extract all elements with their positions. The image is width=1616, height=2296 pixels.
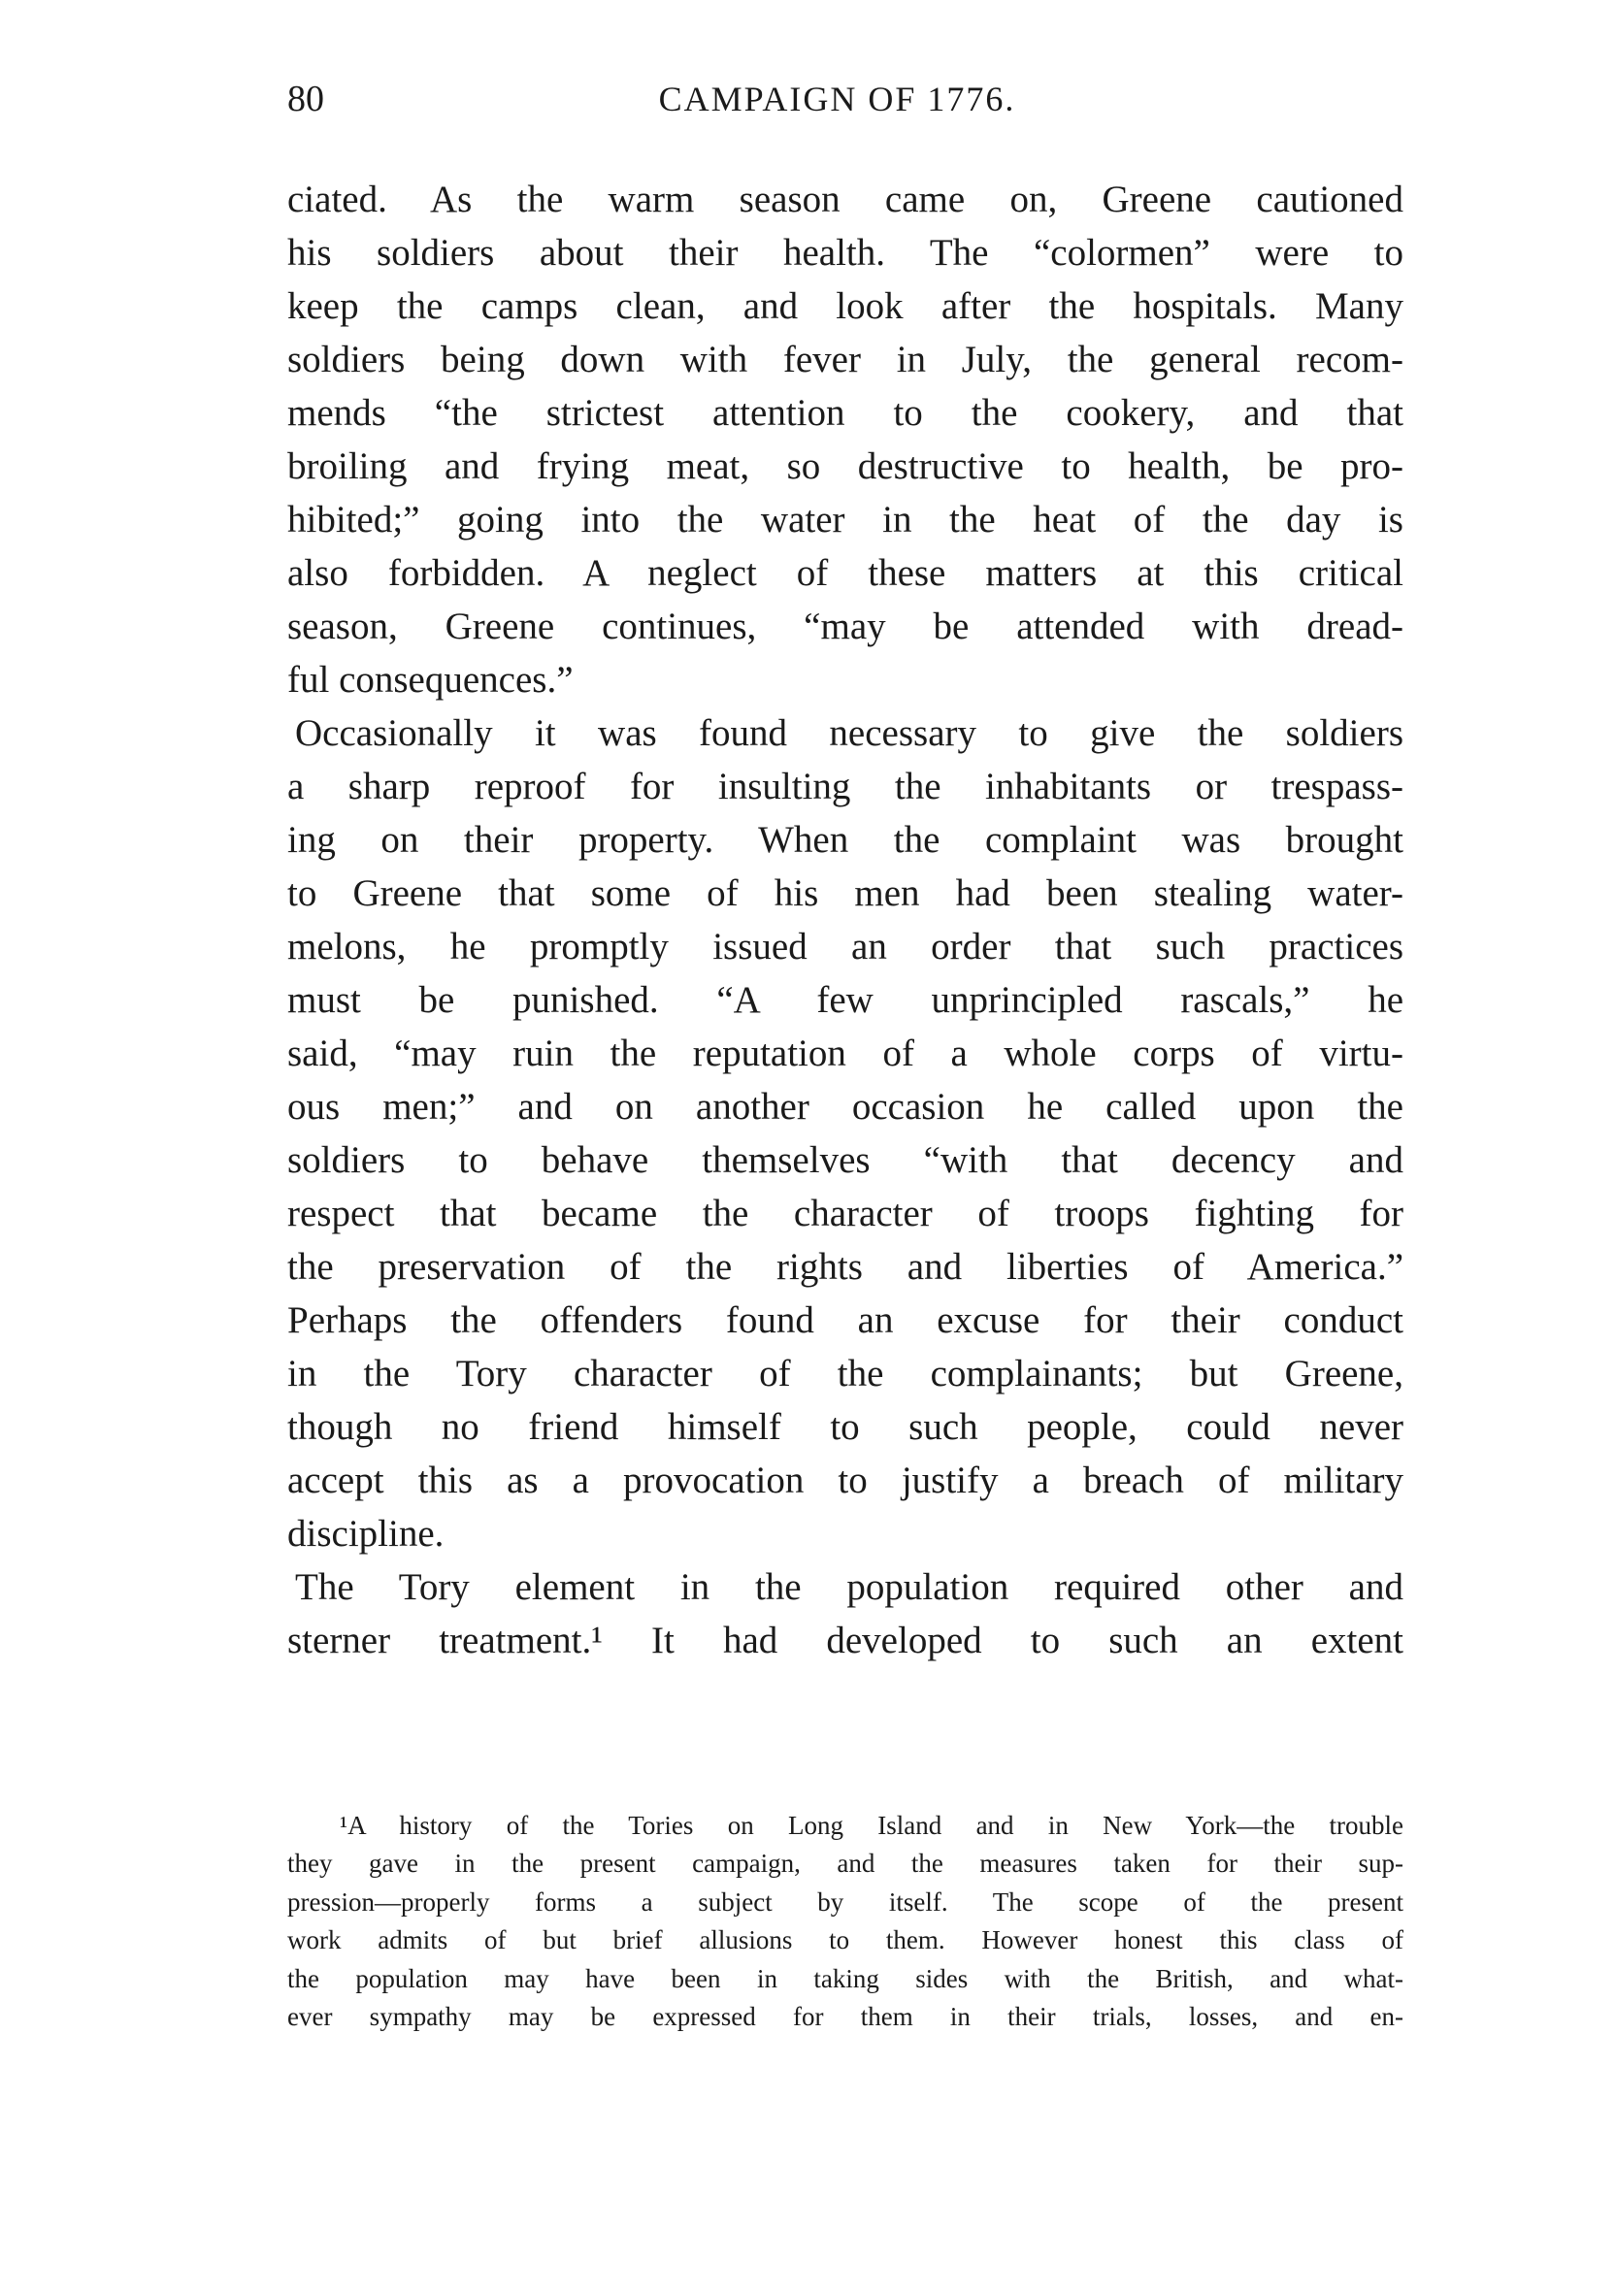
text-line: mends “the strictest attention to the cookery, and that	[287, 392, 1403, 434]
page-number: 80	[287, 79, 324, 119]
paragraph	[287, 173, 1403, 706]
text-line: Occasionally it was found necessary to give the soldiers	[295, 712, 1403, 754]
text-line: ing on their property. When the complaint was brought	[287, 819, 1403, 861]
footnote-line: pression—properly forms a subject by itself. The scope of the present	[287, 1886, 1403, 1917]
text-line: a sharp reproof for insulting the inhabitants or trespass-	[287, 766, 1403, 807]
footnote	[287, 1807, 1403, 2036]
text-line: discipline.	[287, 1513, 445, 1555]
footnote-line: they gave in the present campaign, and the measures taken for their sup-	[287, 1849, 1403, 1879]
paragraph	[287, 1560, 1403, 1667]
footnote-line: ¹A history of the Tories on Long Island and in New York—the trouble	[340, 1811, 1403, 1840]
footnote-line: ever sympathy may be expressed for them in their trials, losses, and en-	[287, 2001, 1403, 2031]
text-line: also forbidden. A neglect of these matters at this critical	[287, 552, 1403, 594]
text-line: soldiers being down with fever in July, the general recom-	[287, 339, 1403, 380]
text-line: The Tory element in the population required other and	[295, 1566, 1403, 1608]
text-line: season, Greene continues, “may be attended with dread-	[287, 606, 1403, 647]
text-line: soldiers to behave themselves “with that decency and	[287, 1139, 1403, 1181]
body-text	[287, 173, 1403, 1667]
text-line: ciated. As the warm season came on, Greene cautioned	[287, 179, 1403, 220]
footnote-line: work admits of but brief allusions to them. However honest this class of	[287, 1925, 1403, 1955]
text-line: melons, he promptly issued an order that such practices	[287, 926, 1403, 968]
text-line: sterner treatment.¹ It had developed to such an extent	[287, 1620, 1403, 1661]
text-line: ful consequences.”	[287, 659, 574, 701]
text-line: in the Tory character of the complainants; but Greene,	[287, 1353, 1403, 1394]
text-line: respect that became the character of troops fighting for	[287, 1193, 1403, 1234]
text-line: hibited;” going into the water in the heat of the day is	[287, 499, 1403, 541]
text-line: Perhaps the offenders found an excuse for their conduct	[287, 1299, 1403, 1341]
text-line: his soldiers about their health. The “colormen” were to	[287, 232, 1403, 274]
text-line: to Greene that some of his men had been stealing water-	[287, 872, 1403, 914]
paragraph	[287, 706, 1403, 1560]
text-line: must be punished. “A few unprincipled rascals,” he	[287, 979, 1403, 1021]
running-title: CAMPAIGN OF 1776.	[658, 80, 1016, 118]
text-line: ous men;” and on another occasion he called upon the	[287, 1086, 1403, 1128]
text-line: said, “may ruin the reputation of a whole corps of virtu-	[287, 1033, 1403, 1074]
footnote-line: the population may have been in taking sides with the British, and what-	[287, 1963, 1403, 1993]
text-line: broiling and frying meat, so destructive to health, be pro-	[287, 445, 1403, 487]
text-line: accept this as a provocation to justify a breach of military	[287, 1460, 1403, 1501]
text-line: though no friend himself to such people, could never	[287, 1406, 1403, 1448]
text-line: the preservation of the rights and liberties of America.”	[287, 1246, 1403, 1288]
text-line: keep the camps clean, and look after the hospitals. Many	[287, 285, 1403, 327]
